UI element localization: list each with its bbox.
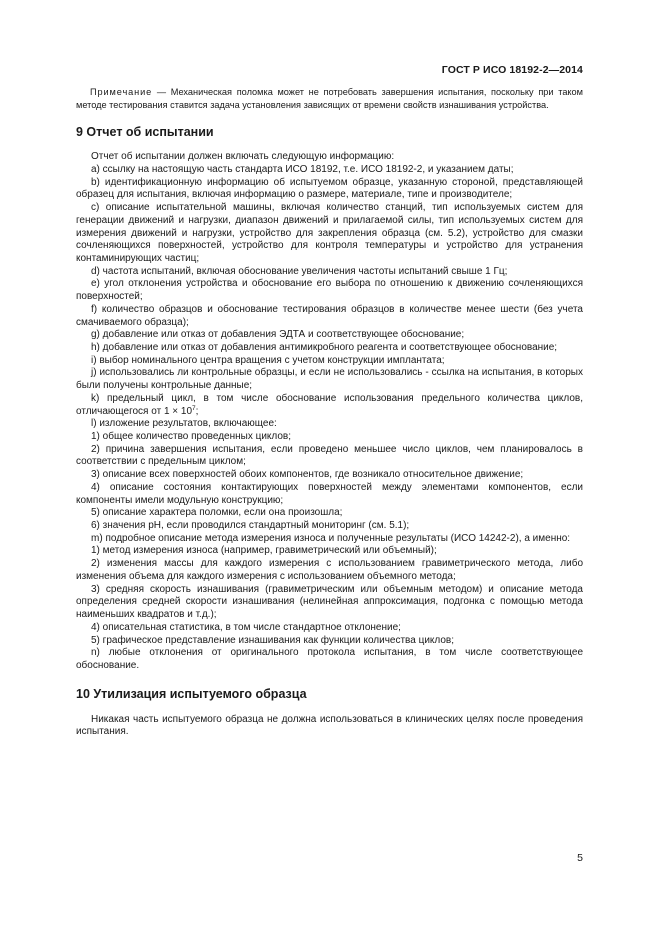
list-item: b) идентификационную информацию об испытуемом образце, указанную стороной, представляющей образец для испытания, включая информацию о размере, материале, типе и производителе;	[76, 176, 583, 201]
list-item: 4) описательная статистика, в том числе стандартное отклонение;	[91, 621, 401, 633]
list-item: n) любые отклонения от оригинального протокола испытания, в том числе соответствующее обоснование.	[76, 647, 583, 671]
list-item-k	[76, 393, 583, 418]
list-item: 1) общее количество проведенных циклов;	[91, 431, 292, 442]
section-9-title: 9 Отчет об испытании	[76, 125, 214, 140]
list-item: h) добавление или отказ от добавления антимикробного реагента и соответствующее обоснование;	[91, 341, 558, 353]
list-item: 5) описание характера поломки, если она произошла;	[91, 507, 343, 519]
list-item: 6) значения рН, если проводился стандартный мониторинг (см. 5.1);	[91, 520, 410, 532]
list-item: Отчет об испытании должен включать следующую информацию:	[91, 151, 395, 163]
list-item: 1) метод измерения износа (например, гравиметрический или объемный);	[91, 545, 437, 557]
list-item: 2) причина завершения испытания, если проведено меньшее число циклов, чем планировалось в соответствии с предельным циклом;	[76, 443, 583, 468]
list-item: e) угол отклонения устройства и обоснование его выбора по отношению к движению сочленяющихся поверхностей;	[76, 278, 583, 303]
list-item: 5) графическое представление изнашивания как функции количества циклов;	[91, 634, 454, 646]
section-9-body	[76, 151, 583, 672]
list-item: а) ссылку на настоящую часть стандарта ИСО 18192, т.е. ИСО 18192-2, и указанием даты;	[91, 163, 514, 175]
list-item: m) подробное описание метода измерения износа и полученные результаты (ИСО 14242-2), а именно:	[91, 532, 571, 544]
page-number: 5	[577, 852, 583, 864]
list-item: c) описание испытательной машины, включая количество станций, тип используемых систем для генерации движений и нагрузки, диапазон движений и прилагаемой силы, тип используемых систем для измерения движений и нагрузки, устройство для закрепления образца (см. 5.2), устройство для смазки сочленяющихся поверхностей, устройство для контроля температуры и устройство для устранения контаминирующих частиц;	[76, 202, 583, 264]
note-label: Примечание	[90, 87, 153, 97]
list-item: g) добавление или отказ от добавления ЭДТА и соответствующее обоснование;	[91, 329, 465, 341]
note-paragraph	[76, 86, 583, 111]
list-item: d) частота испытаний, включая обоснование увеличения частоты испытаний свыше 1 Гц;	[91, 265, 508, 277]
note-text: — Механическая поломка может не потребовать завершения испытания, поскольку при таком методе тестирования ставится задача установления зависящих от времени свойств изнашивания устройства.	[76, 87, 583, 110]
section-10-title: 10 Утилизация испытуемого образца	[76, 686, 307, 701]
section-10-text: Никакая часть испытуемого образца не должна использоваться в клинических целях после проведения испытания.	[76, 713, 583, 738]
list-item: j) использовались ли контрольные образцы, и если не использовались - ссылка на испытания, в которых были получены контрольные данные;	[76, 367, 583, 392]
document-header: ГОСТ Р ИСО 18192-2—2014	[441, 64, 583, 76]
item-k-text: k) предельный цикл, в том числе обоснование использования предельного количества циклов, отличающегося от 1 × 10	[76, 392, 583, 417]
list-item: 3) средняя скорость изнашивания (гравиметрическим или объемным методом) и описание метода определения средней скорости изнашивания (нелинейная аппроксимация, подгонка с помощью метода наименьших квадратов и т.д.);	[76, 583, 583, 621]
list-item: f) количество образцов и обоснование тестирования образцов в количестве менее шести (без учета смачиваемого образца);	[76, 303, 583, 328]
list-item: 4) описание состояния контактирующих поверхностей между элементами компонентов, если компоненты имели модульную конструкцию;	[76, 481, 583, 506]
page-content	[76, 86, 583, 739]
item-k-exponent: 7	[192, 404, 196, 412]
list-item: 2) изменения массы для каждого измерения с использованием гравиметрического метода, либо изменения объема для каждого измерения с использованием объемного метода;	[76, 558, 583, 582]
item-k-end: ;	[195, 405, 199, 417]
list-item: i) выбор номинального центра вращения с учетом конструкции имплантата;	[91, 354, 445, 366]
list-item: 3) описание всех поверхностей обоих компонентов, где возникало относительное движение;	[91, 469, 524, 481]
list-item: l) изложение результатов, включающее:	[91, 418, 277, 430]
